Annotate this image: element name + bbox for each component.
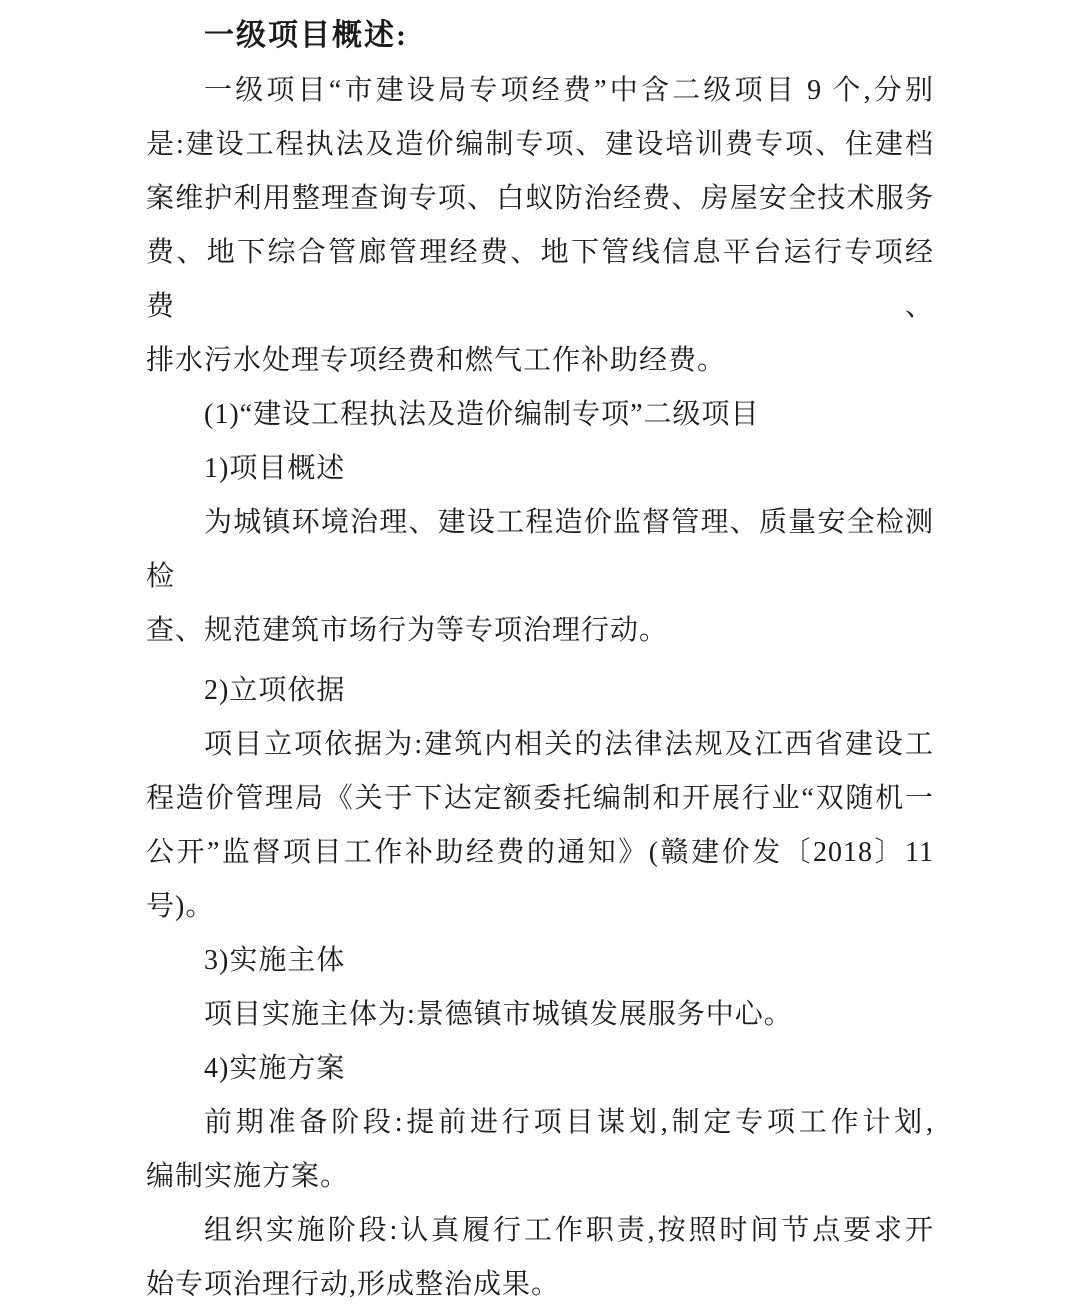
text-line: 编制实施方案。: [146, 1161, 350, 1192]
text-line: 查、规范建筑市场行为等专项治理行动。: [146, 615, 669, 646]
text-line: 一级项目“市建设局专项经费”中含二级项目 9 个,分别: [204, 75, 934, 106]
text-line: 为城镇环境治理、建设工程造价监督管理、质量安全检测检: [146, 507, 934, 592]
text-line: 是:建设工程执法及造价编制专项、建设培训费专项、住建档: [146, 129, 934, 160]
text-line: 案维护利用整理查询专项、白蚁防治经费、房屋安全技术服务: [146, 183, 934, 214]
subheading-line: 3)实施主体: [204, 945, 346, 976]
section-heading: 一级项目概述:: [204, 19, 408, 52]
text-line: 项目实施主体为:景德镇市城镇发展服务中心。: [204, 999, 793, 1030]
text-line: 前期准备阶段:提前进行项目谋划,制定专项工作计划,: [204, 1107, 934, 1138]
text-line: 始专项治理行动,形成整治成果。: [146, 1269, 561, 1300]
text-line: 组织实施阶段:认真履行工作职责,按照时间节点要求开: [204, 1215, 934, 1246]
text-line: 号)。: [146, 891, 215, 922]
subheading-line: 4)实施方案: [204, 1053, 346, 1084]
document-page: [146, 8, 934, 1312]
text-line: 排水污水处理专项经费和燃气工作补助经费。: [146, 345, 727, 376]
text-line: 费、地下综合管廊管理经费、地下管线信息平台运行专项经费、: [146, 237, 934, 322]
text-line: 项目立项依据为:建筑内相关的法律法规及江西省建设工: [204, 729, 934, 760]
text-line: 程造价管理局《关于下达定额委托编制和开展行业“双随机一: [146, 783, 934, 814]
subheading-line: (1)“建设工程执法及造价编制专项”二级项目: [204, 399, 760, 430]
subheading-line: 2)立项依据: [204, 675, 346, 706]
text-line: 公开”监督项目工作补助经费的通知》(赣建价发〔2018〕11: [146, 837, 934, 868]
subheading-line: 1)项目概述: [204, 453, 346, 484]
